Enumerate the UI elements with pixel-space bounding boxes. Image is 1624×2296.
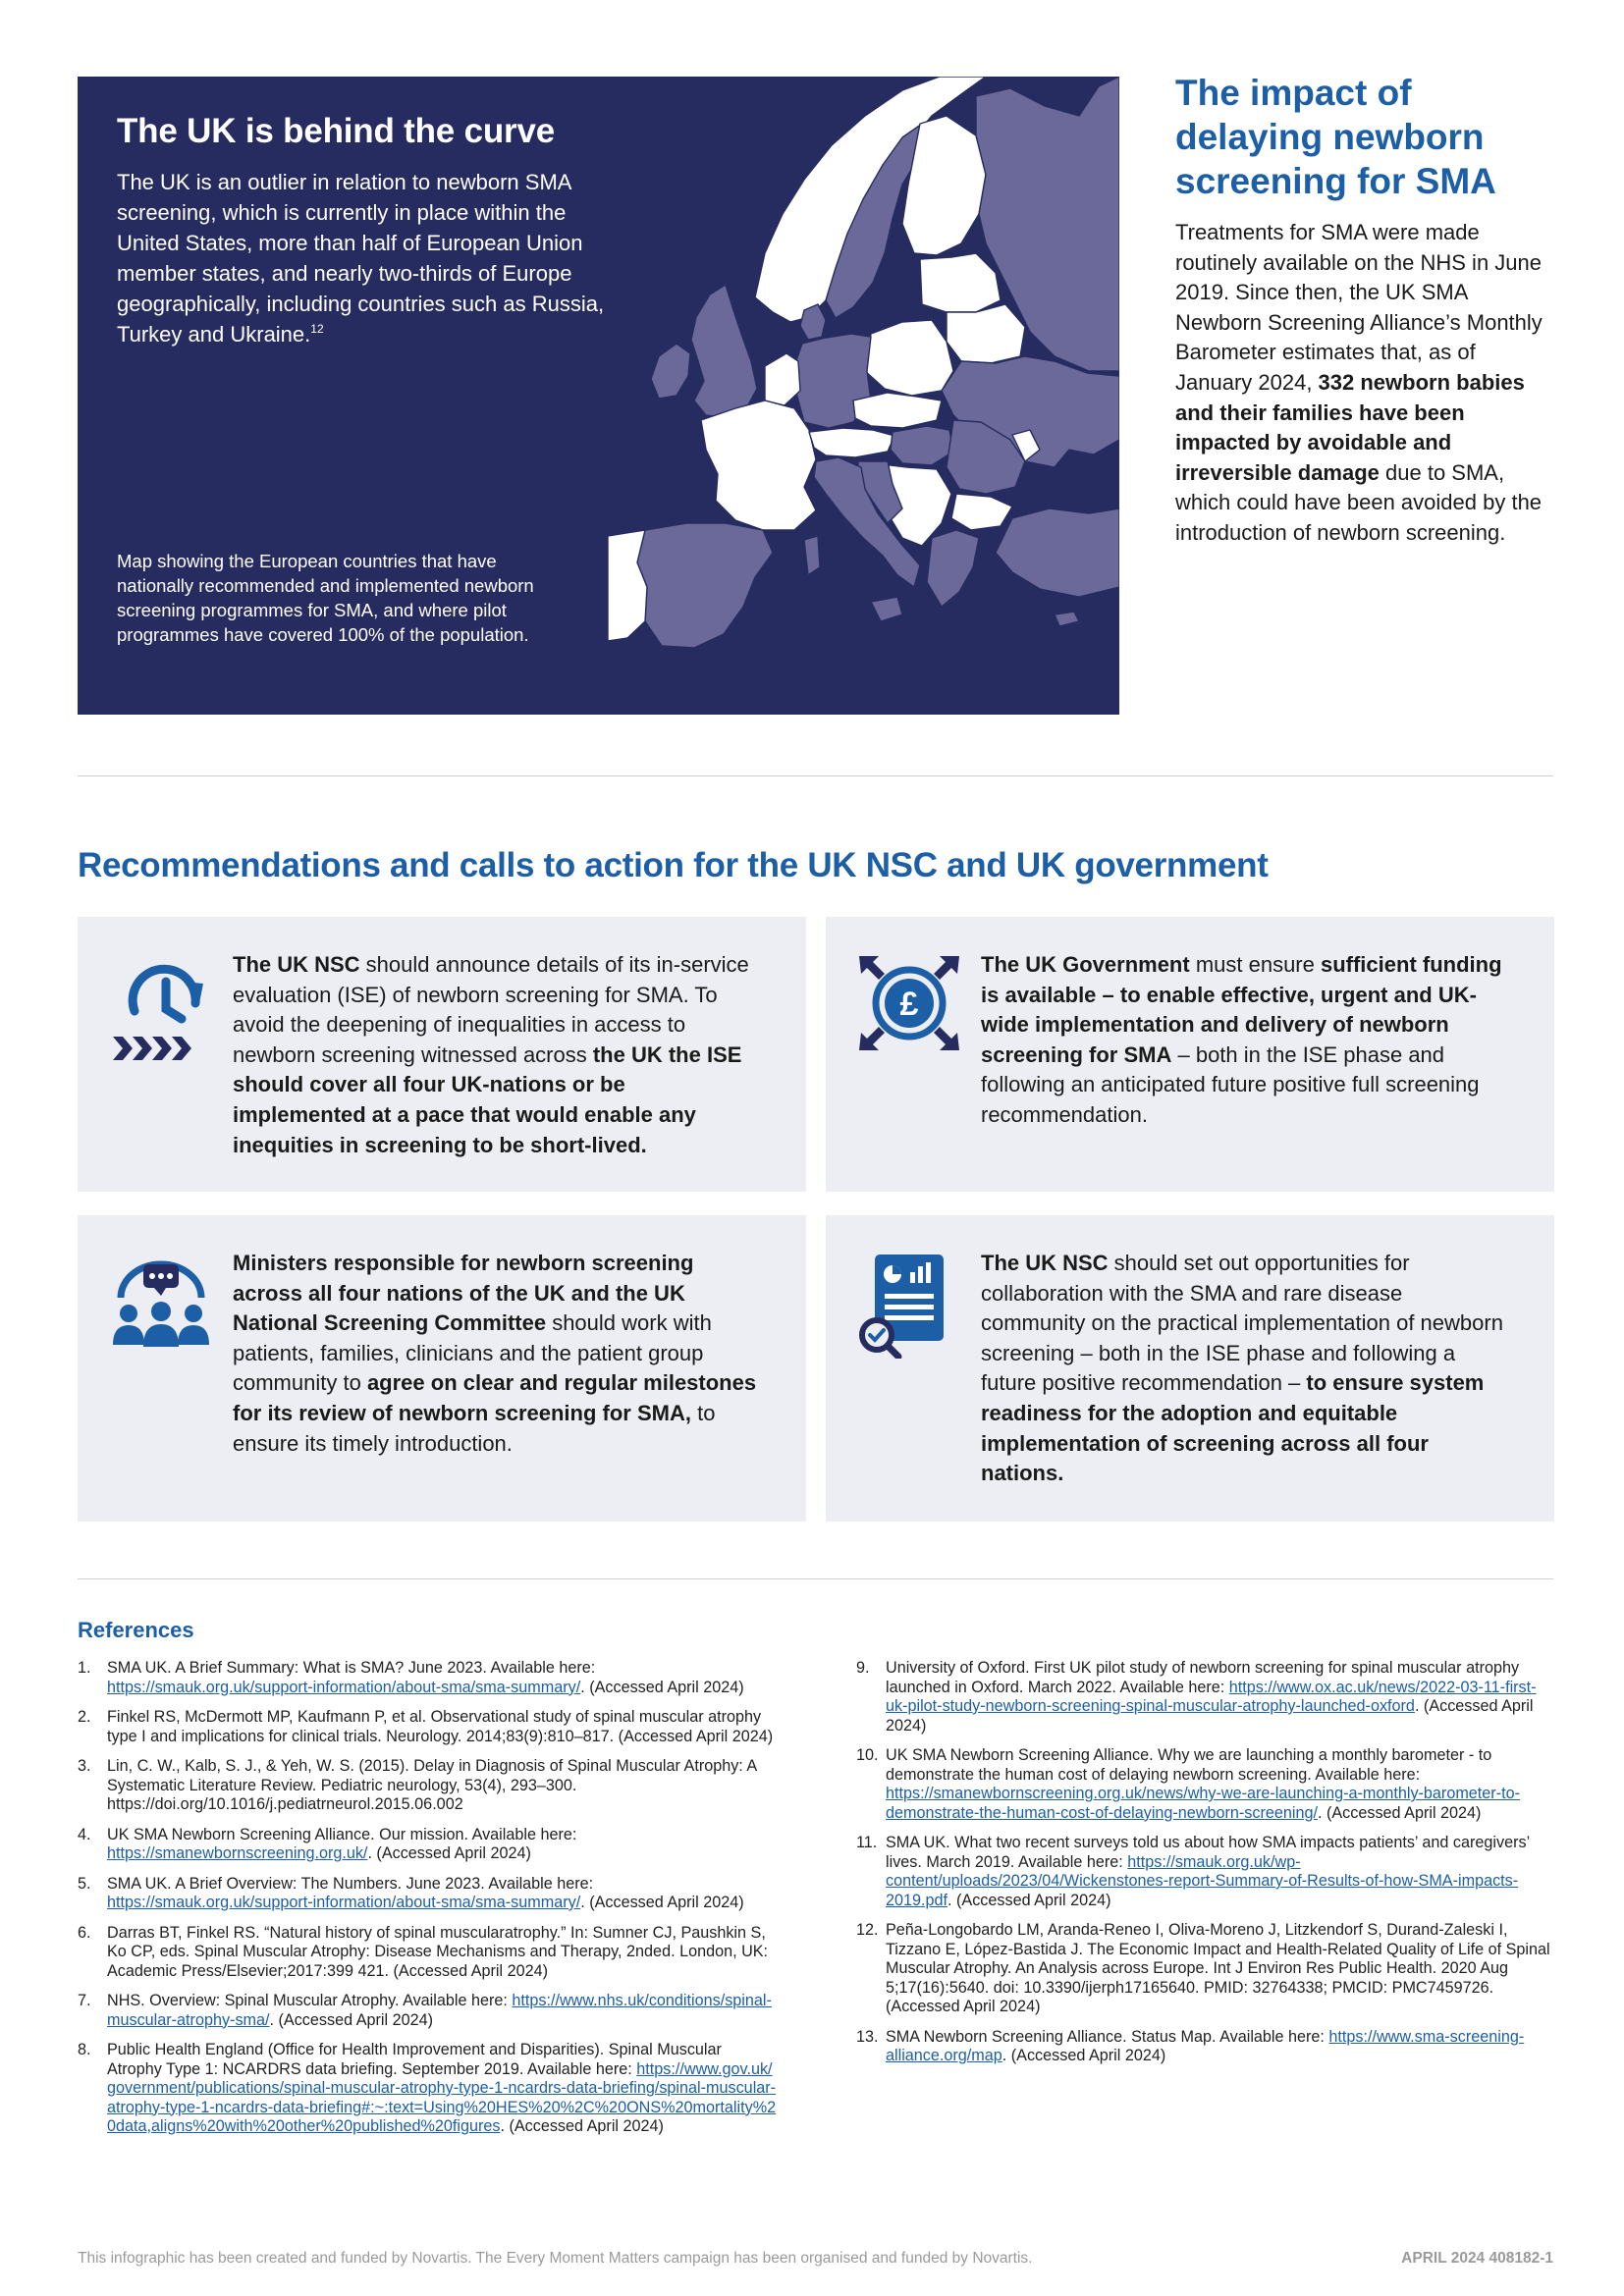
reference-link[interactable]: https://smauk.org.uk/wp-content/uploads/2023/04/Wickenstones-report-Summary-of-Results-of-how-SMA-impacts-2019.pdf [886, 1852, 1519, 1909]
map-turkey [996, 508, 1119, 597]
map-denmark [800, 304, 826, 340]
reference-link[interactable]: https://www.sma-screening-alliance.org/map [886, 2027, 1525, 2064]
map-greece [927, 530, 979, 607]
recommendations-title: Recommendations and calls to action for the UK NSC and UK government [78, 846, 1269, 884]
map-panel-title: The UK is behind the curve [117, 112, 555, 150]
map-baltics [920, 253, 1001, 312]
recommendation-card [826, 917, 1554, 1192]
map-sardinia [804, 536, 820, 575]
map-czechia-slovakia [853, 393, 942, 428]
reference-link[interactable]: https://smauk.org.uk/support-information/about-sma/sma-summary/ [107, 1894, 581, 1911]
reference-link[interactable]: https://smauk.org.uk/support-information/about-sma/sma-summary/ [107, 1678, 581, 1696]
svg-text:£: £ [899, 986, 919, 1023]
reference-link[interactable]: https://smanewbornscreening.org.uk/news/why-we-are-launching-a-monthly-barometer-to-demonstrate-the-human-cost-of-delaying-newborn-screening/ [886, 1785, 1520, 1822]
map-great-britain [691, 285, 757, 418]
recommendation-text: The UK Government must ensure sufficient funding is available – to enable effective, urgent and UK-wide implementation and delivery of newborn screening for SMA – both in the ISE phase and following an anticipated future positive full screening recommendation. [981, 952, 1502, 1127]
map-benelux [765, 353, 800, 405]
reference-item: 10. UK SMA Newborn Screening Alliance. Why we are launching a monthly barometer - to demonstrate the human cost of delaying newborn screening. Available here: https://smanewbornscreening.org.uk/news/why-we-are-launching-a-monthly-barometer-to-demonstrate-the-human-cost-of-delaying-newborn-screening/. (Accessed April 2024) [856, 1746, 1520, 1822]
map-panel [78, 77, 1119, 715]
references-left-column [78, 1659, 777, 2148]
people-discussion-icon [107, 1251, 215, 1359]
map-france [701, 400, 816, 530]
map-alps [809, 428, 894, 457]
reference-link[interactable]: https://www.gov.uk/government/publications/spinal-muscular-atrophy-type-1-ncardrs-data-briefing/spinal-muscular-atrophy-type-1-ncardrs-data-briefing#:~:text=Using%20HES%20%2C%20ONS%20mortality%20data,aligns%20with%20other%20published%20figures [107, 2059, 777, 2135]
references-right-column [856, 1659, 1555, 2077]
recommendation-text: Ministers responsible for newborn screening across all four nations of the UK and the UK National Screening Committee should work with patients, families, clinicians and the patient group community to agree on clear and regular milestones for its review of newborn screening for SMA, to ensure its timely introduction. [233, 1251, 757, 1456]
map-belarus [947, 304, 1025, 363]
impact-title: The impact of delaying newborn screening for SMA [1175, 73, 1496, 201]
section-divider [78, 775, 1553, 776]
map-hungary [891, 426, 953, 465]
footer-disclaimer: This infographic has been created and funded by Novartis. The Every Moment Matters campaign has been organised and funded by Novartis. [78, 2250, 1033, 2267]
references-title: References [78, 1618, 194, 1642]
reference-item: 8. Public Health England (Office for Health Improvement and Disparities). Spinal Muscular Atrophy Type 1: NCARDRS data briefing. September 2019. Available here: https://www.gov.uk/government/publications/spinal-muscular-atrophy-type-1-ncardrs-data-briefing/spinal-muscular-atrophy-type-1-ncardrs-data-briefing#:~:text=Using%20HES%20%2C%20ONS%20mortality%20data,aligns%20with%20other%20published%20figures. (Accessed April 2024) [78, 2041, 777, 2135]
footer-job-code: APRIL 2024 408182-1 [1401, 2250, 1553, 2267]
recommendation-text: The UK NSC should set out opportunities for collaboration with the SMA and rare disease community on the practical implementation of newborn screening – both in the ISE phase and following a future positive recommendation – to ensure system readiness for the adoption and equitable implementation of screening across all four nations. [981, 1251, 1503, 1486]
reference-link[interactable]: https://www.ox.ac.uk/news/2022-03-11-first-uk-pilot-study-newborn-screening-spinal-muscular-atrophy-launched-oxford [886, 1678, 1537, 1715]
reference-item: 11. SMA UK. What two recent surveys told us about how SMA impacts patients’ and caregivers’ lives. March 2019. Available here: https://smauk.org.uk/wp-content/uploads/2023/04/Wickenstones-report-Summary-of-Results-of-how-SMA-impacts-2019.pdf. (Accessed April 2024) [856, 1834, 1530, 1909]
reference-item: 9. University of Oxford. First UK pilot study of newborn screening for spinal muscular atrophy launched in Oxford. March 2022. Available here: https://www.ox.ac.uk/news/2022-03-11-first-uk-pilot-study-newborn-screening-spinal-muscular-atrophy-launched-oxford. (Accessed April 2024) [856, 1659, 1537, 1735]
reference-item: 13. SMA Newborn Screening Alliance. Status Map. Available here: https://www.sma-screening-alliance.org/map. (Accessed April 2024) [856, 2027, 1525, 2064]
document-magnifier-icon [855, 1251, 963, 1359]
reference-item: 5. SMA UK. A Brief Overview: The Numbers. June 2023. Available here: https://smauk.org.uk/support-information/about-sma/sma-summary/. (Accessed April 2024) [78, 1874, 744, 1911]
recommendation-card [78, 1215, 806, 1522]
footnote-marker: 12 [310, 322, 324, 336]
map-bulgaria [951, 494, 1012, 530]
reference-item: 12. Peña-Longobardo LM, Aranda-Reneo I, Oliva-Moreno J, Litzkendorf S, Durand-Zaleski I, Tizzano E, López-Bastida J. The Economic Impact and Health-Related Quality of Life of Spinal Muscular Atrophy. An Analysis across Europe. Int J Environ Res Public Health. 2020 Aug 5;17(16):5640. doi: 10.3390/ijerph17165640. PMID: 32764338; PMCID: PMC7459726. (Accessed April 2024) [856, 1921, 1550, 2015]
map-spain [637, 523, 773, 648]
map-cyprus [1055, 612, 1079, 626]
impact-highlight: 332 newborn babies and their families have been impacted by avoidable and irreversible damage [1175, 369, 1525, 485]
map-panel-body: The UK is an outlier in relation to newborn SMA screening, which is currently in place within the United States, more than half of European Union member states, and nearly two-thirds of Europe geographically, including countries such as Russia, Turkey and Ukraine.$^{12}$ [117, 170, 605, 347]
reference-item: 1. SMA UK. A Brief Summary: What is SMA? June 2023. Available here: https://smauk.org.uk/support-information/about-sma/sma-summary/. (Accessed April 2024) [78, 1659, 744, 1696]
recommendation-card [826, 1215, 1554, 1522]
pound-funding-icon [855, 952, 963, 1060]
reference-link[interactable]: https://www.nhs.uk/conditions/spinal-muscular-atrophy-sma/ [107, 1992, 772, 2029]
recommendation-text: The UK NSC should announce details of its in-service evaluation (ISE) of newborn screening for SMA. To avoid the deepening of inequalities in access to newborn screening witnessed across the UK the ISE should cover all four UK-nations or be implemented at a pace that would enable any inequities in screening to be short-lived. [233, 952, 749, 1157]
reference-item: 4. UK SMA Newborn Screening Alliance. Our mission. Available here: https://smanewbornscreening.org.uk/. (Accessed April 2024) [78, 1825, 577, 1862]
map-ireland [651, 344, 690, 399]
clock-arrows-icon [107, 952, 215, 1060]
reference-item: 3. Lin, C. W., Kalb, S. J., & Yeh, W. S. (2015). Delay in Diagnosis of Spinal Muscular Atrophy: A Systematic Literature Review. Pediatric neurology, 53(4), 293–300. https://doi.org/10.1016/j.pediatrneurol.2015.06.002 [78, 1757, 757, 1813]
reference-item: 6. Darras BT, Finkel RS. “Natural history of spinal muscularatrophy.” In: Sumner CJ, Paushkin S, Ko CP, eds. Spinal Muscular Atrophy: Disease Mechanisms and Therapy, 2nded. London, UK: Academic Press/Elsevier;2017:399 421. (Accessed April 2024) [78, 1923, 769, 1980]
impact-body: Treatments for SMA were made routinely available on the NHS in June 2019. Since then, the UK SMA Newborn Screening Alliance’s Monthly Barometer estimates that, as of January 2024, 332 newborn babies and their families have been impacted by avoidable and irreversible damage due to SMA, which could have been avoided by the introduction of newborn screening. [1175, 220, 1543, 545]
section-divider [78, 1578, 1553, 1579]
map-portugal [608, 530, 647, 641]
map-poland [865, 320, 953, 396]
reference-link[interactable]: https://smanewbornscreening.org.uk/ [107, 1844, 368, 1862]
map-sicily [871, 597, 902, 621]
reference-item: 7. NHS. Overview: Spinal Muscular Atrophy. Available here: https://www.nhs.uk/conditions/spinal-muscular-atrophy-sma/. (Accessed April 2024) [78, 1992, 772, 2029]
recommendation-card [78, 917, 806, 1192]
reference-item: 2. Finkel RS, McDermott MP, Kaufmann P, et al. Observational study of spinal muscular atrophy type I and implications for clinical trials. Neurology. 2014;83(9):810–817. (Accessed April 2024) [78, 1708, 774, 1745]
europe-map [608, 77, 1119, 715]
map-caption: Map showing the European countries that have nationally recommended and implemented newborn screening programmes for SMA, and where pilot programmes have covered 100% of the population. [117, 551, 534, 645]
